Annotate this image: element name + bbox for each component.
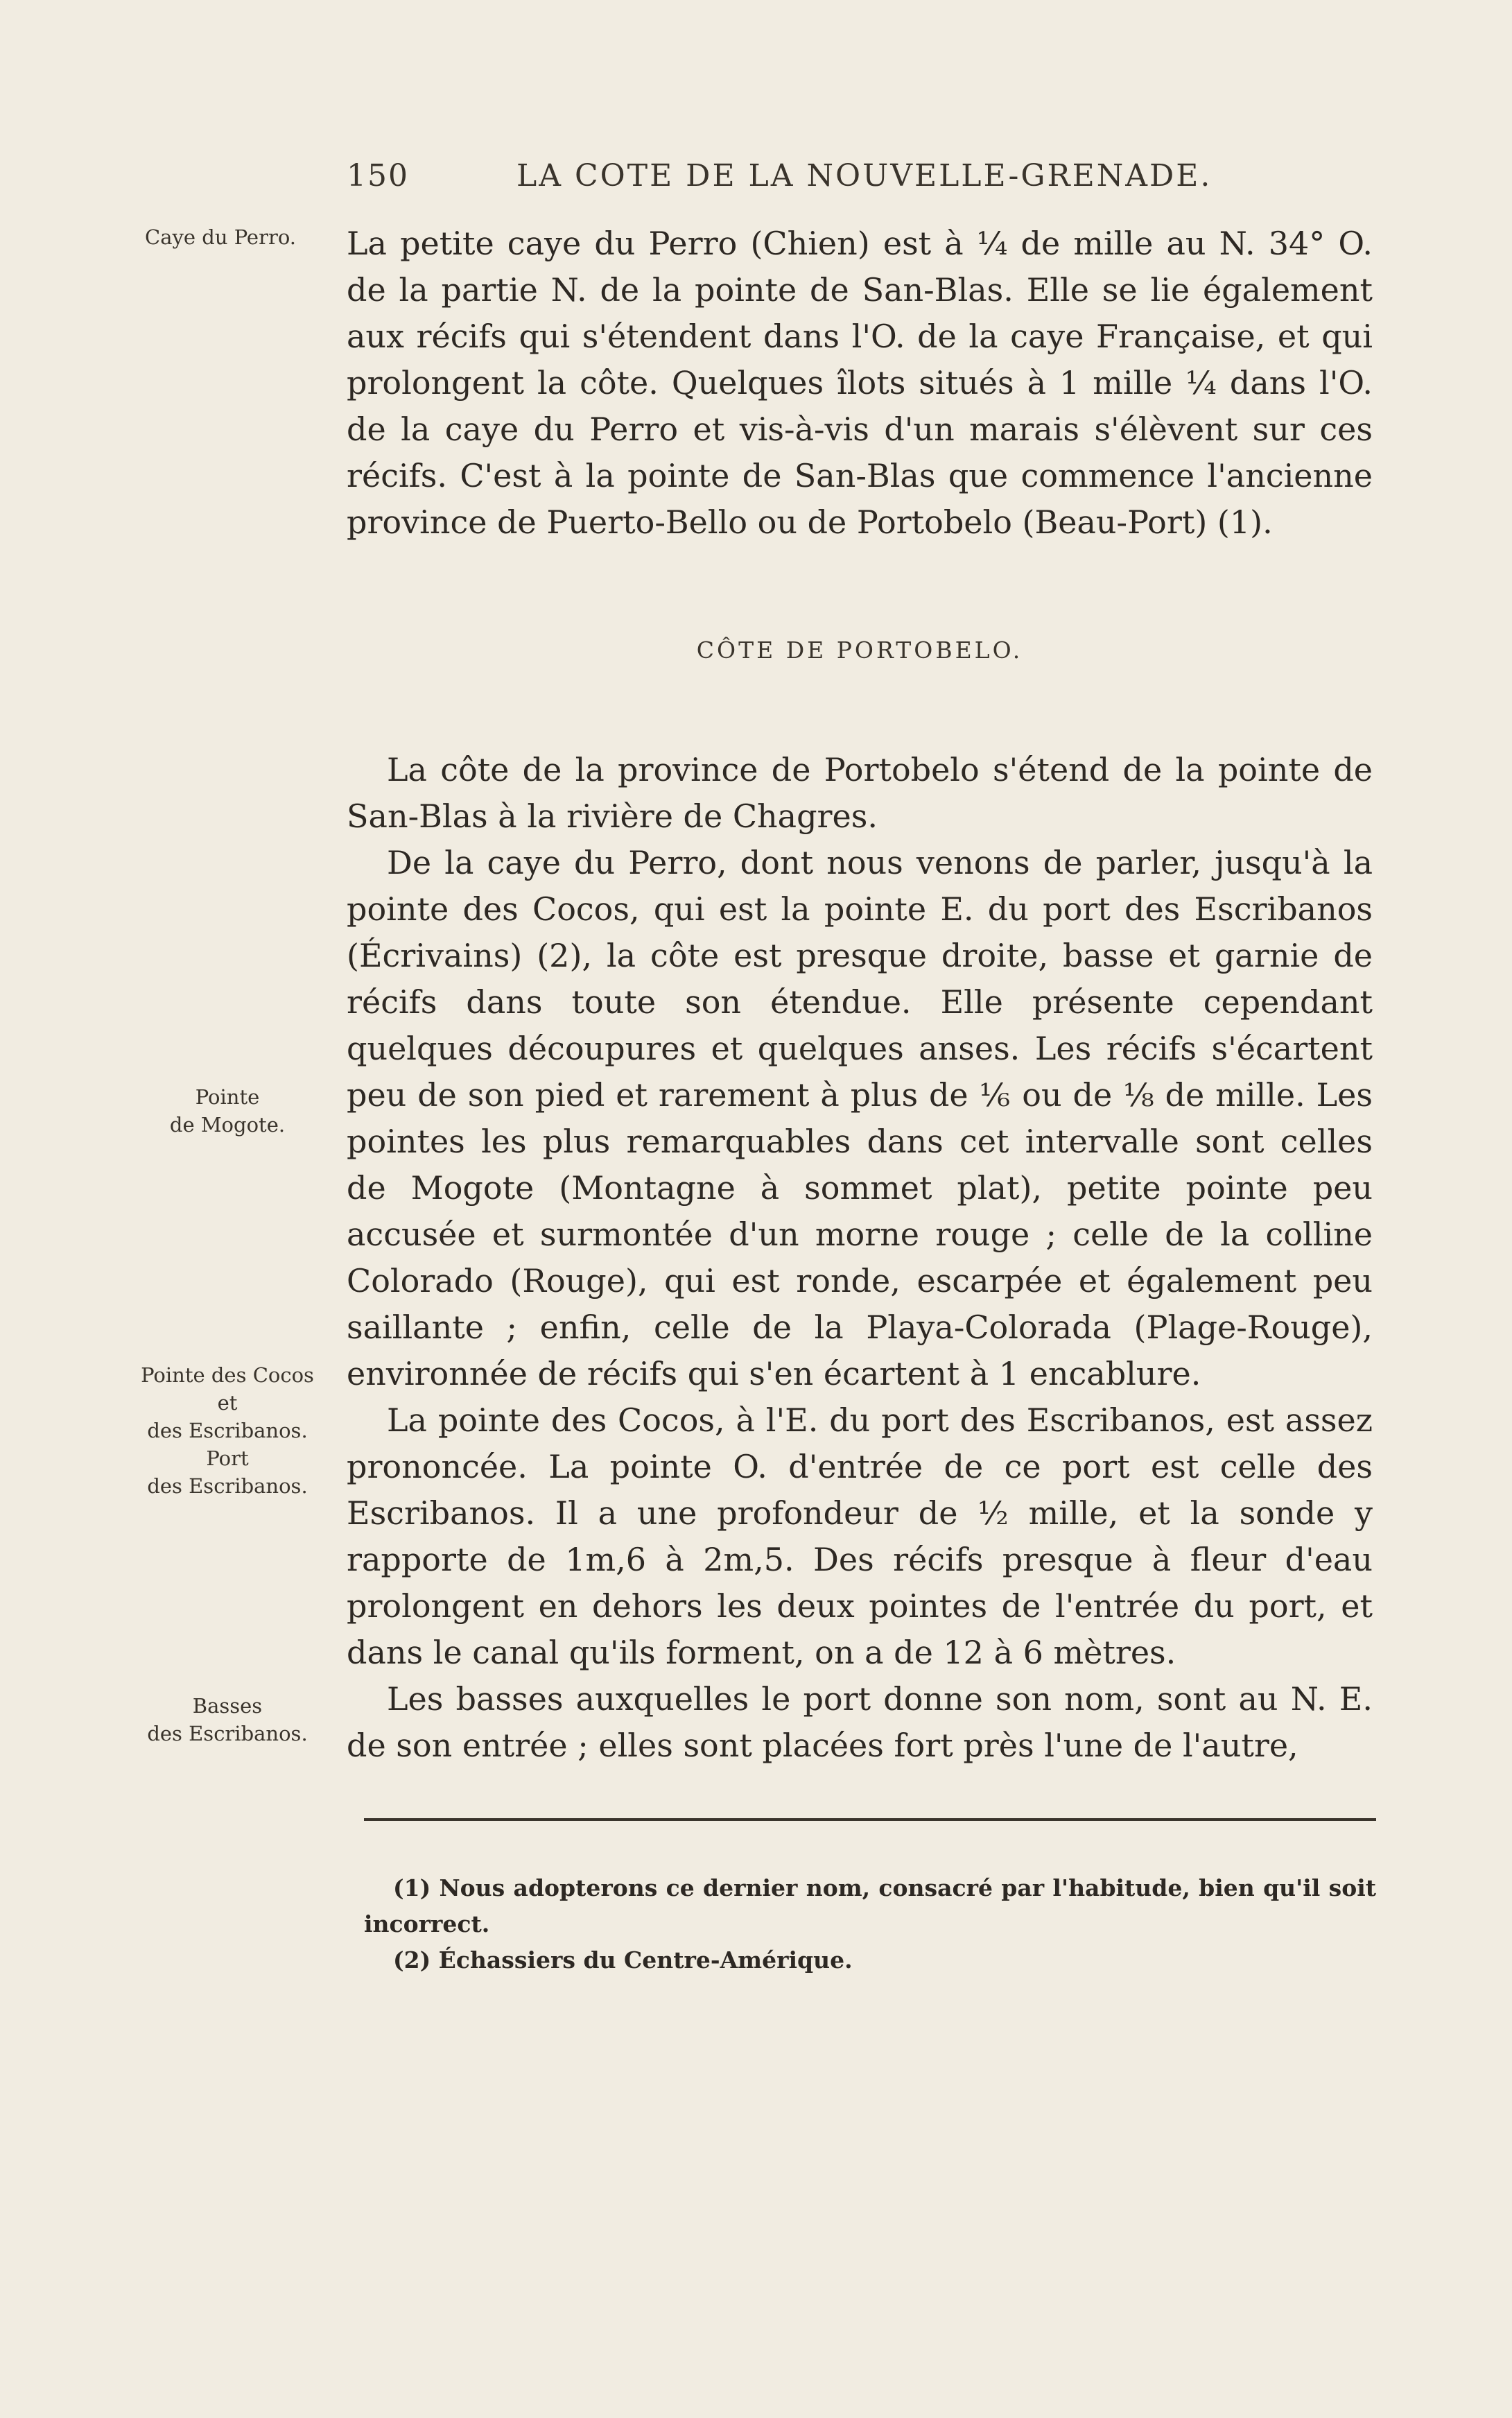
- margin-note-line: des Escribanos.: [147, 1722, 308, 1745]
- section-heading: CÔTE DE PORTOBELO.: [696, 637, 1023, 664]
- paragraph: La petite caye du Perro (Chien) est à ¼ de mille au N. 34° O. de la partie N. de la pointe de San-Blas. Elle se lie également aux récifs qui s'étendent dans l'O. de la caye Française, et qui prolongent la côte. Quelques îlots situés à 1 mille ¼ dans l'O. de la caye du Perro et vis-à-vis d'un marais s'élèvent sur ces récifs. C'est à la pointe de San-Blas que commence l'ancienne province de Puerto-Bello ou de Portobelo (Beau-Port) (1).: [347, 225, 1373, 541]
- body-block-portobelo: [347, 747, 1373, 1769]
- margin-note-line: Pointe des Cocos: [141, 1363, 314, 1387]
- footnote-rule: [364, 1818, 1376, 1821]
- footnote: (2) Échassiers du Centre-Amérique.: [393, 1946, 853, 1974]
- footnotes: [364, 1870, 1376, 1978]
- margin-note-pointe-cocos: [123, 1361, 331, 1500]
- footnote: (1) Nous adopterons ce dernier nom, consacré par l'habitude, bien qu'il soit incorrect.: [364, 1874, 1376, 1937]
- margin-note-basses: [123, 1692, 331, 1747]
- margin-note-line: Basses: [192, 1694, 263, 1718]
- paragraph: Les basses auxquelles le port donne son nom, sont au N. E. de son entrée ; elles sont placées fort près l'une de l'autre,: [347, 1680, 1373, 1764]
- paragraph: La pointe des Cocos, à l'E. du port des Escribanos, est assez prononcée. La pointe O. d'entrée de ce port est celle des Escribanos. Il a une profondeur de ½ mille, et la sonde y rapporte de 1m,6 à 2m,5. Des récifs presque à fleur d'eau prolongent en dehors les deux pointes de l'entrée du port, et dans le canal qu'ils forment, on a de 12 à 6 mètres.: [347, 1401, 1373, 1671]
- margin-note-line: et: [217, 1391, 238, 1415]
- margin-note-line: Port: [206, 1447, 249, 1470]
- margin-note-pointe-mogote: [123, 1083, 331, 1139]
- margin-note-text: Caye du Perro.: [145, 225, 296, 249]
- paragraph: De la caye du Perro, dont nous venons de parler, jusqu'à la pointe des Cocos, qui est la pointe E. du port des Escribanos (Écrivains) (2), la côte est presque droite, basse et garnie de récifs dans toute son étendue. Elle présente cependant quelques découpures et quelques anses. Les récifs s'écartent peu de son pied et rarement à plus de ⅙ ou de ⅛ de mille. Les pointes les plus remarquables dans cet intervalle sont celles de Mogote (Montagne à sommet plat), petite pointe peu accusée et surmontée d'un morne rouge ; celle de la colline Colorado (Rouge), qui est ronde, escarpée et également peu saillante ; enfin, celle de la Playa-Colorada (Plage-Rouge), environnée de récifs qui s'en écartent à 1 encablure.: [347, 844, 1373, 1392]
- margin-note-line: des Escribanos.: [147, 1419, 308, 1442]
- margin-note-line: de Mogote.: [169, 1113, 286, 1137]
- page-number: 150: [347, 158, 409, 193]
- running-title: LA COTE DE LA NOUVELLE-GRENADE.: [516, 158, 1213, 193]
- margin-note-caye-du-perro: [116, 223, 324, 251]
- paragraph: La côte de la province de Portobelo s'étend de la pointe de San-Blas à la rivière de Chagres.: [347, 751, 1373, 835]
- margin-note-line: des Escribanos.: [147, 1474, 308, 1498]
- body-block-intro: [347, 221, 1373, 546]
- margin-note-line: Pointe: [195, 1085, 260, 1109]
